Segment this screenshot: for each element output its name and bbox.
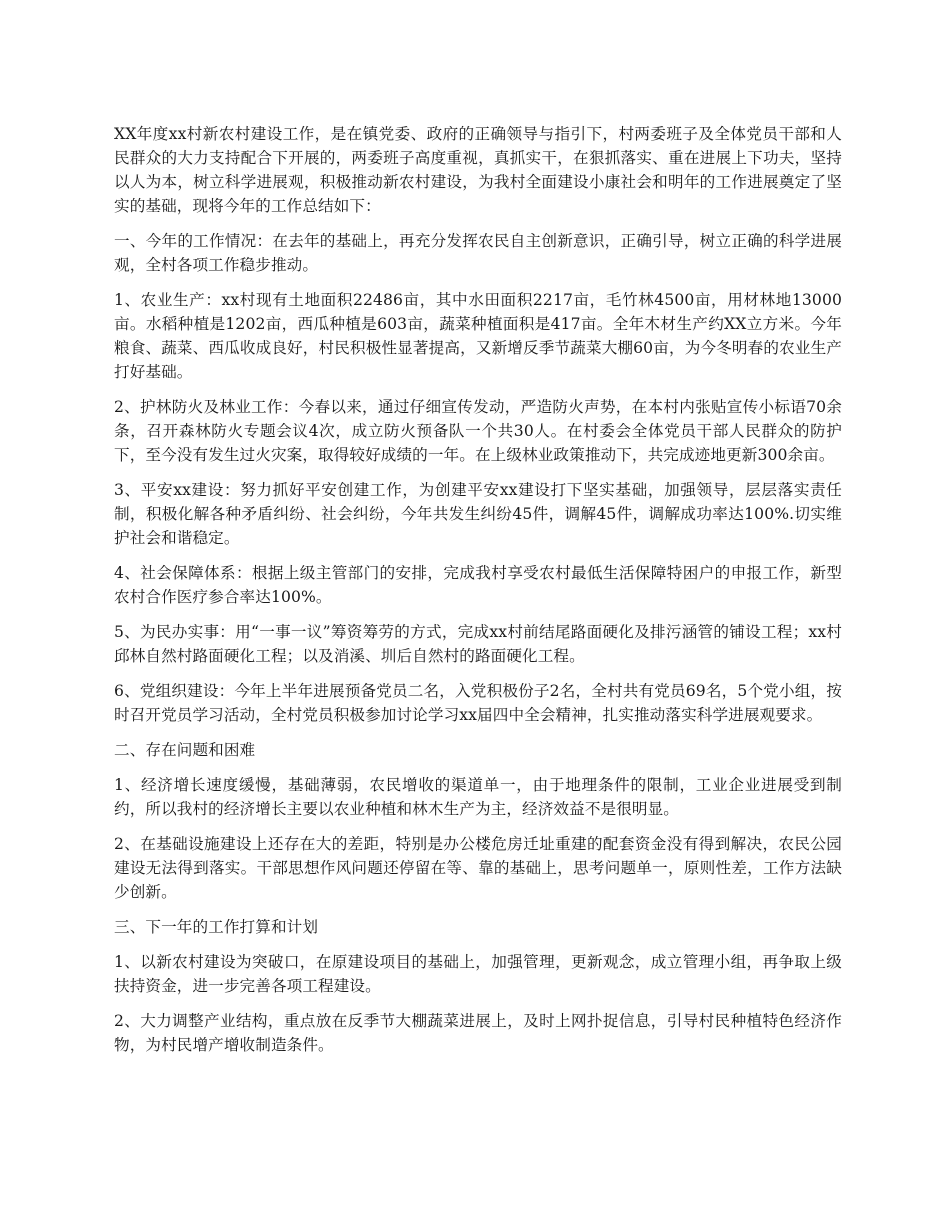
section-3-heading: 三、下一年的工作打算和计划 [114,918,319,936]
plan-2-paragraph: 2、大力调整产业结构，重点放在反季节大棚蔬菜进展上，及时上网扑捉信息，引导村民种植特色经济作物，为村民增产增收制造条件。 [114,1012,842,1054]
public-works-paragraph: 5、为民办实事：用“一事一议”筹资筹劳的方式，完成xx村前结尾路面硬化及排污涵管的铺设工程；xx村邱林自然村路面硬化工程；以及消溪、圳后自然村的路面硬化工程。 [114,623,842,665]
social-security-paragraph: 4、社会保障体系：根据上级主管部门的安排，完成我村享受农村最低生活保障特困户的申报工作，新型农村合作医疗参合率达100%。 [114,564,842,606]
plan-1-paragraph: 1、以新农村建设为突破口，在原建设项目的基础上，加强管理，更新观念，成立管理小组，再争取上级扶持资金，进一步完善各项工程建设。 [114,953,842,995]
safety-paragraph: 3、平安xx建设：努力抓好平安创建工作，为创建平安xx建设打下坚实基础，加强领导，层层落实责任制，积极化解各种矛盾纠纷、社会纠纷，今年共发生纠纷45件，调解45件，调解成功率达100%.切实维护社会和谐稳定。 [114,481,842,547]
problem-1-paragraph: 1、经济增长速度缓慢，基础薄弱，农民增收的渠道单一，由于地理条件的限制，工业企业进展受到制约，所以我村的经济增长主要以农业种植和林木生产为主，经济效益不是很明显。 [114,776,842,818]
document-body [114,122,842,1068]
intro-paragraph: XX年度xx村新农村建设工作，是在镇党委、政府的正确领导与指引下，村两委班子及全体党员干部和人民群众的大力支持配合下开展的，两委班子高度重视，真抓实干，在狠抓落实、重在进展上下功夫，坚持以人为本，树立科学进展观，积极推动新农村建设，为我村全面建设小康社会和明年的工作进展奠定了坚实的基础，现将今年的工作总结如下： [114,125,842,215]
agriculture-paragraph: 1、农业生产：xx村现有土地面积22486亩，其中水田面积2217亩，毛竹林4500亩，用材林地13000亩。水稻种植是1202亩，西瓜种植是603亩，蔬菜种植面积是417亩。全年木材生产约XX立方米。今年粮食、蔬菜、西瓜收成良好，村民积极性显著提高，又新增反季节蔬菜大棚60亩，为今冬明春的农业生产打好基础。 [114,291,842,381]
party-building-paragraph: 6、党组织建设：今年上半年进展预备党员二名，入党积极份子2名，全村共有党员69名，5个党小组，按时召开党员学习活动，全村党员积极参加讨论学习xx届四中全会精神，扎实推动落实科学进展观要求。 [114,682,842,724]
problem-2-paragraph: 2、在基础设施建设上还存在大的差距，特别是办公楼危房迁址重建的配套资金没有得到解决，农民公园建设无法得到落实。干部思想作风问题还停留在等、靠的基础上，思考问题单一，原则性差，工作方法缺少创新。 [114,835,842,901]
section-2-heading: 二、存在问题和困难 [114,741,256,759]
section-1-paragraph: 一、今年的工作情况：在去年的基础上，再充分发挥农民自主创新意识，正确引导，树立正确的科学进展观，全村各项工作稳步推动。 [114,232,842,274]
forestry-paragraph: 2、护林防火及林业工作：今春以来，通过仔细宣传发动，严造防火声势，在本村内张贴宣传小标语70余条，召开森林防火专题会议4次，成立防火预备队一个共30人。在村委会全体党员干部人民群众的防护下，至今没有发生过火灾案，取得较好成绩的一年。在上级林业政策推动下，共完成迹地更新300余亩。 [114,398,842,464]
